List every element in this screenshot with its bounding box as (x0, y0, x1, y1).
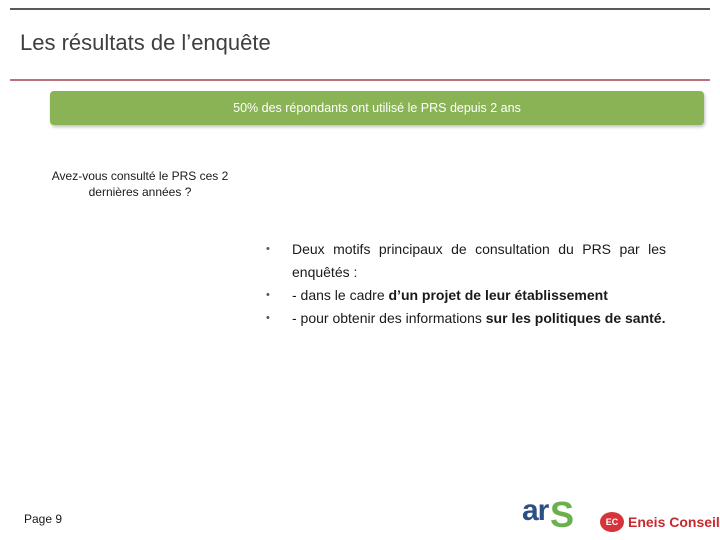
bullet-bold-text: d’un projet de leur établissement (388, 287, 608, 303)
banner-text: 50% des répondants ont utilisé le PRS depuis 2 ans (233, 101, 521, 115)
bullet-marker: • (266, 289, 270, 301)
list-item (266, 307, 666, 330)
title-divider (10, 79, 710, 81)
key-finding-banner (50, 91, 704, 125)
findings-list (266, 238, 666, 330)
top-divider (10, 8, 710, 10)
survey-question: Avez-vous consulté le PRS ces 2 dernières années ? (51, 169, 229, 199)
list-item (266, 238, 666, 284)
bullet-marker: • (266, 243, 270, 255)
slide-title: Les résultats de l’enquête (20, 30, 271, 55)
bullet-text: - dans le cadre (292, 287, 389, 303)
list-item (266, 284, 666, 307)
bullet-text: Deux motifs principaux de consultation du PRS par les enquêtés : (292, 241, 666, 280)
ars-logo-text: ar (522, 494, 549, 527)
ars-logo (518, 494, 582, 540)
eneis-logo-mark: EC (600, 512, 624, 532)
eneis-logo-name: Eneis Conseil (628, 514, 720, 530)
eneis-logo (600, 510, 720, 534)
bullet-text: - pour obtenir des informations (292, 310, 486, 326)
bullet-marker: • (266, 312, 270, 324)
bullet-bold-text: sur les politiques de santé. (485, 310, 666, 326)
ars-logo-s: S (550, 494, 575, 535)
page-number: Page 9 (24, 512, 63, 526)
